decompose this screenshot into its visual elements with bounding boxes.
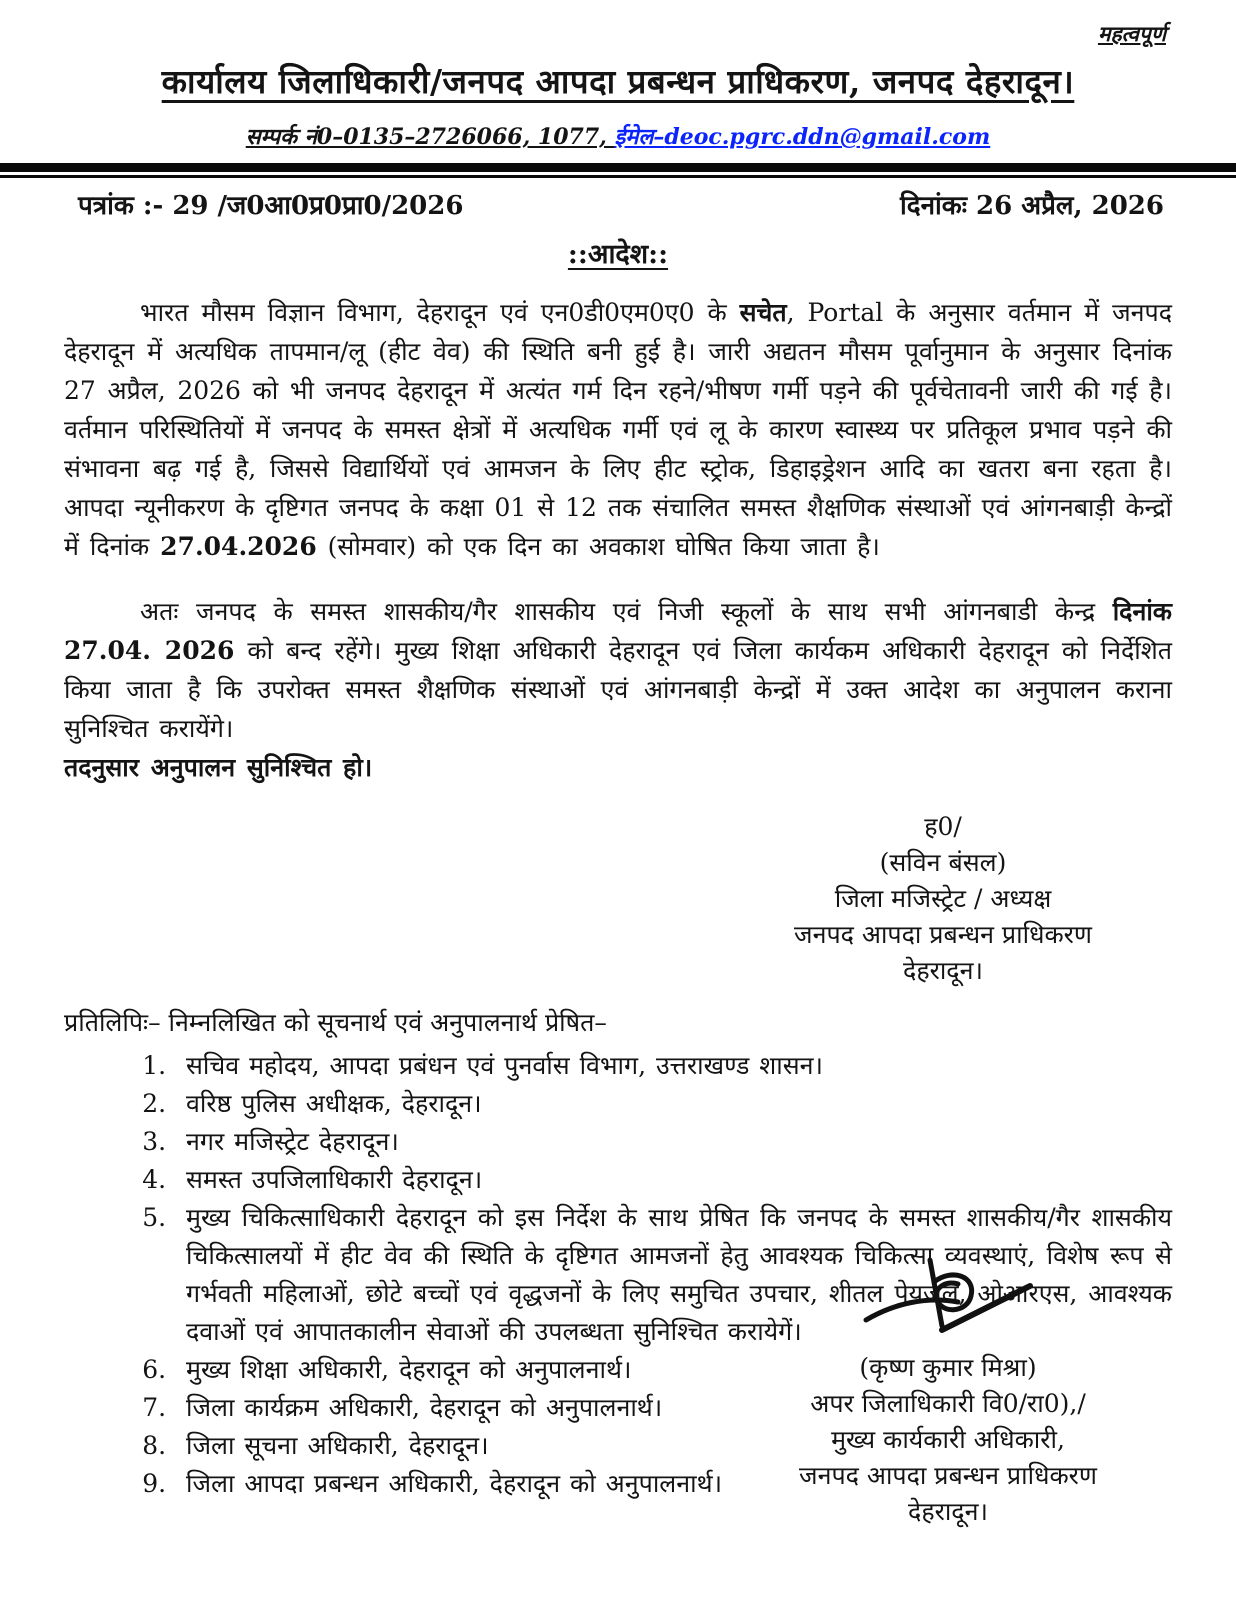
signatory-block-ceo	[728, 1238, 1168, 1530]
list-item: 4. समस्त उपजिलाधिकारी देहरादून।	[176, 1161, 1172, 1199]
header-divider	[0, 163, 1236, 178]
importance-tag	[64, 20, 1172, 48]
list-item: 2. वरिष्ठ पुलिस अधीक्षक, देहरादून।	[176, 1085, 1172, 1123]
email-link[interactable]: deoc.pgrc.ddn@gmail.com	[664, 124, 991, 150]
para1-text: भारत मौसम विज्ञान विभाग, देहरादून एवं एन0डी0एम0ए0 के	[140, 298, 740, 327]
signatory-designation-2: मुख्य कार्यकारी अधिकारी,	[831, 1425, 1065, 1454]
signed-mark: ह0/	[924, 812, 962, 841]
para1-text-end: (सोमवार) को एक दिन का अवकाश घोषित किया जाता है।	[316, 532, 880, 561]
divider-thick-rule	[0, 163, 1236, 172]
signatory-name: (सविन बंसल)	[879, 848, 1007, 877]
office-letterhead-title: कार्यालय जिलाधिकारी/जनपद आपदा प्रबन्धन प्राधिकरण, जनपद देहरादून।	[161, 62, 1075, 101]
signatory-designation-1: अपर जिलाधिकारी वि0/रा0),/	[810, 1389, 1086, 1418]
list-item: 8. जिला सूचना अधिकारी, देहरादून।	[176, 1427, 1172, 1465]
signatory-designation-1: जिला मजिस्ट्रेट / अध्यक्ष	[834, 884, 1052, 913]
signatory-block-district-magistrate	[728, 809, 1158, 989]
letter-number: पत्रांक :- 29 /ज0आ0प्र0प्रा0/2026	[78, 191, 464, 221]
para1-text-continued: , Portal के अनुसार वर्तमान में जनपद देहरादून में अत्यधिक तापमान/लू (हीट वेव) की स्थिति बनी हुई है। जारी अद्यतन मौसम पूर्वानुमान के अनुसार दिनांक 27 अप्रैल, 2026 को भी जनपद देहरादून में अत्यंत गर्म दिन रहने/भीषण गर्मी पड़ने की पूर्वचेतावनी जारी की गई है। वर्तमान परिस्थितियों में जनपद के समस्त क्षेत्रों में अत्यधिक गर्मी एवं लू के कारण स्वास्थ्य पर प्रतिकूल प्रभाव पड़ने की संभावना बढ़ गई है, जिससे विद्यार्थियों एवं आमजन के लिए हीट स्ट्रोक, डिहाइड्रेशन आदि का खतरा बना रहता है। आपदा न्यूनीकरण के दृष्टिगत जनपद के कक्षा 01 से 12 तक संचालित समस्त शैक्षणिक संस्थाओं एवं आंगनबाड़ी केन्द्रों में दिनांक	[64, 298, 1172, 561]
list-item: 1. सचिव महोदय, आपदा प्रबंधन एवं पुनर्वास विभाग, उत्तराखण्ड शासन।	[176, 1047, 1172, 1085]
contact-phone: सम्पर्क नं0–0135–2726066, 1077,	[245, 124, 615, 150]
para1-bold-sachet: सचेत	[739, 298, 787, 327]
list-item: 3. नगर मजिस्ट्रेट देहरादून।	[176, 1123, 1172, 1161]
divider-thin-rule	[0, 175, 1236, 178]
order-heading-text: ::आदेश::	[567, 239, 669, 270]
para2-text-end: को बन्द रहेंगे। मुख्य शिक्षा अधिकारी देहरादून एवं जिला कार्यकम अधिकारी देहरादून को निर्देशित किया जाता है कि उपरोक्त समस्त शैक्षणिक संस्थाओं एवं आंगनबाड़ी केन्द्रों में उक्त आदेश का अनुपालन कराना सुनिश्चित करायेंगे।	[64, 636, 1172, 743]
list-item: 9. जिला आपदा प्रबन्धन अधिकारी, देहरादून को अनुपालनार्थ।	[176, 1465, 1172, 1503]
email-label: ईमेल–	[614, 124, 665, 150]
contact-line	[64, 121, 1172, 151]
para2-text: अतः जनपद के समस्त शासकीय/गैर शासकीय एवं निजी स्कूलों के साथ सभी आंगनबाडी केन्द्र	[140, 597, 1113, 626]
importance-tag-text: महत्वपूर्ण	[1097, 21, 1166, 46]
order-paragraph-2	[64, 592, 1172, 748]
order-heading	[64, 234, 1172, 271]
list-item: 5. मुख्य चिकित्साधिकारी देहरादून को इस निर्देश के साथ प्रेषित कि जनपद के समस्त शासकीय/गैर शासकीय चिकित्सालयों में हीट वेव की स्थिति के दृष्टिगत आमजनों हेतु आवश्यक चिकित्सा व्यवस्थाएं, विशेष रूप से गर्भवती महिलाओं, छोटे बच्चों एवं वृद्धजनों के लिए समुचित उपचार, शीतल पेयजल, ओआरएस, आवश्यक दवाओं एवं आपातकालीन सेवाओं की उपलब्धता सुनिश्चित करायेगें।	[176, 1199, 1172, 1351]
letter-date: दिनांकः 26 अप्रैल, 2026	[900, 191, 1164, 221]
letter-meta-row	[64, 186, 1172, 222]
signatory-name: (कृष्ण कुमार मिश्रा)	[859, 1353, 1037, 1382]
signatory-location: देहरादून।	[908, 1497, 988, 1526]
list-item: 7. जिला कार्यक्रम अधिकारी, देहरादून को अनुपालनार्थ।	[176, 1389, 1172, 1427]
copies-section-heading: प्रतिलिपिः– निम्नलिखित को सूचनार्थ एवं अनुपालनार्थ प्रेषित–	[64, 1008, 607, 1037]
para2-bold-date: दिनांक 27.04. 2026	[64, 597, 1172, 665]
signatory-designation-2: जनपद आपदा प्रबन्धन प्राधिकरण	[794, 920, 1092, 949]
handwritten-signature	[838, 1238, 1058, 1338]
order-paragraph-1	[64, 293, 1172, 566]
signatory-designation-3: जनपद आपदा प्रबन्धन प्राधिकरण	[799, 1461, 1097, 1490]
para1-bold-date: 27.04.2026	[160, 532, 317, 561]
closing-directive: तदनुसार अनुपालन सुनिश्चित हो।	[64, 753, 373, 782]
signatory-location: देहरादून।	[903, 956, 983, 985]
list-item: 6. मुख्य शिक्षा अधिकारी, देहरादून को अनुपालनार्थ।	[176, 1351, 1172, 1389]
